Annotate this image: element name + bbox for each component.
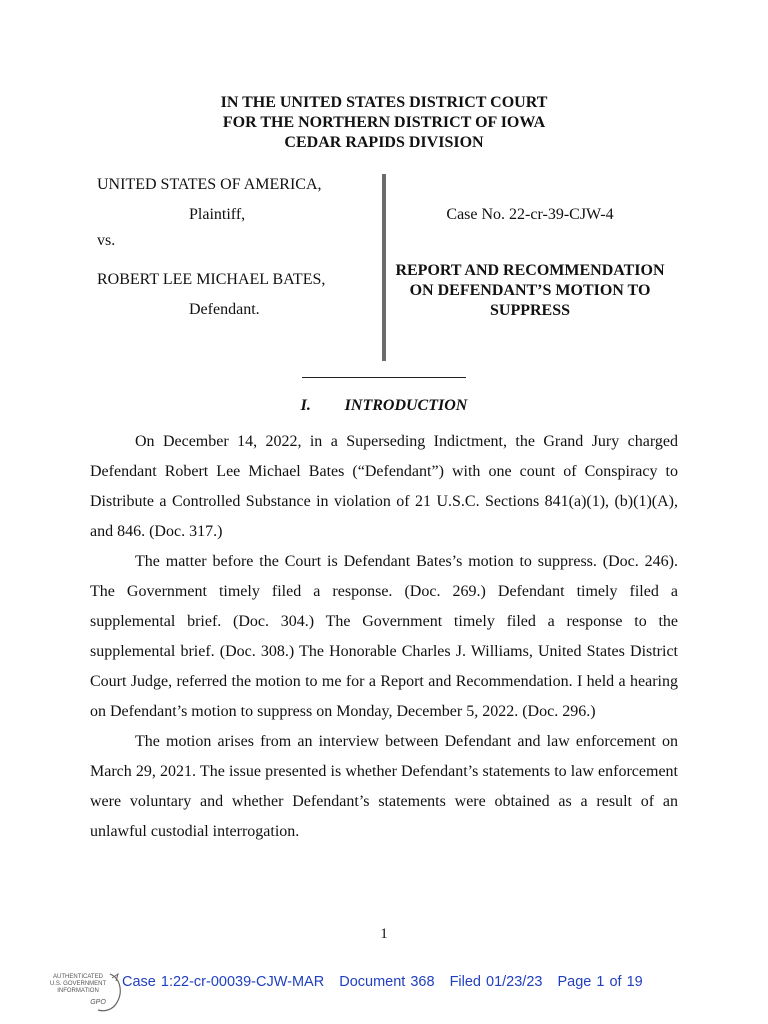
- page-number: 1: [380, 926, 388, 942]
- plaintiff-name: UNITED STATES OF AMERICA,: [97, 176, 322, 193]
- body-text: [90, 427, 678, 847]
- section-heading: [0, 397, 768, 415]
- seal-text-line: GPO: [90, 999, 106, 1006]
- document-title-line: ON DEFENDANT’S MOTION TO: [409, 282, 651, 299]
- section-title: INTRODUCTION: [344, 397, 468, 414]
- division-line: CEDAR RAPIDS DIVISION: [284, 134, 484, 151]
- defendant-name: ROBERT LEE MICHAEL BATES,: [97, 271, 326, 288]
- district-line: FOR THE NORTHERN DISTRICT OF IOWA: [222, 114, 546, 131]
- plaintiff-role: Plaintiff,: [189, 206, 246, 223]
- seal-text-line: INFORMATION: [57, 988, 99, 994]
- seal-text-line: AUTHENTICATED: [53, 974, 103, 980]
- document-title: [388, 261, 672, 321]
- document-title-line: REPORT AND RECOMMENDATION: [395, 262, 665, 279]
- court-name-line: IN THE UNITED STATES DISTRICT COURT: [220, 94, 548, 111]
- court-header: [0, 93, 768, 153]
- paragraph: The matter before the Court is Defendant Bates’s motion to suppress. (Doc. 246). The Government timely filed a response. (Doc. 269.) Defendant timely filed a supplemental brief. (Doc. 304.) The Government timely filed a response to the supplemental brief. (Doc. 308.) The Honorable Charles J. Williams, United States District Court Judge, referred the motion to me for a Report and Recommendation. I held a hearing on Defendant’s motion to suppress on Monday, December 5, 2022. (Doc. 296.): [90, 553, 678, 720]
- separator-line: [302, 377, 466, 378]
- paragraph: On December 14, 2022, in a Superseding Indictment, the Grand Jury charged Defendant Robert Lee Michael Bates (“Defendant”) with one count of Conspiracy to Distribute a Controlled Substance in violation of 21 U.S.C. Sections 841(a)(1), (b)(1)(A), and 846. (Doc. 317.): [90, 433, 678, 540]
- filing-date: Filed 01/23/23: [449, 974, 543, 990]
- gpo-seal-icon: [42, 968, 128, 1014]
- filing-page-count: Page 1 of 19: [557, 974, 643, 990]
- filing-document-number: Document 368: [339, 974, 435, 990]
- versus-label: vs.: [97, 232, 116, 249]
- filing-case-number: Case 1:22-cr-00039-CJW-MAR: [122, 974, 325, 990]
- document-title-line: SUPPRESS: [489, 302, 571, 319]
- filing-stamp: [122, 974, 653, 990]
- defendant-role: Defendant.: [189, 301, 260, 318]
- seal-text-line: U.S. GOVERNMENT: [49, 981, 107, 987]
- section-number: I.: [300, 397, 311, 414]
- case-number: Case No. 22-cr-39-CJW-4: [446, 206, 614, 223]
- caption-divider: [382, 174, 386, 361]
- paragraph: The motion arises from an interview between Defendant and law enforcement on March 29, 2021. The issue presented is whether Defendant’s statements to law enforcement were voluntary and whether Defendant’s statements were obtained as a result of an unlawful custodial interrogation.: [90, 733, 678, 840]
